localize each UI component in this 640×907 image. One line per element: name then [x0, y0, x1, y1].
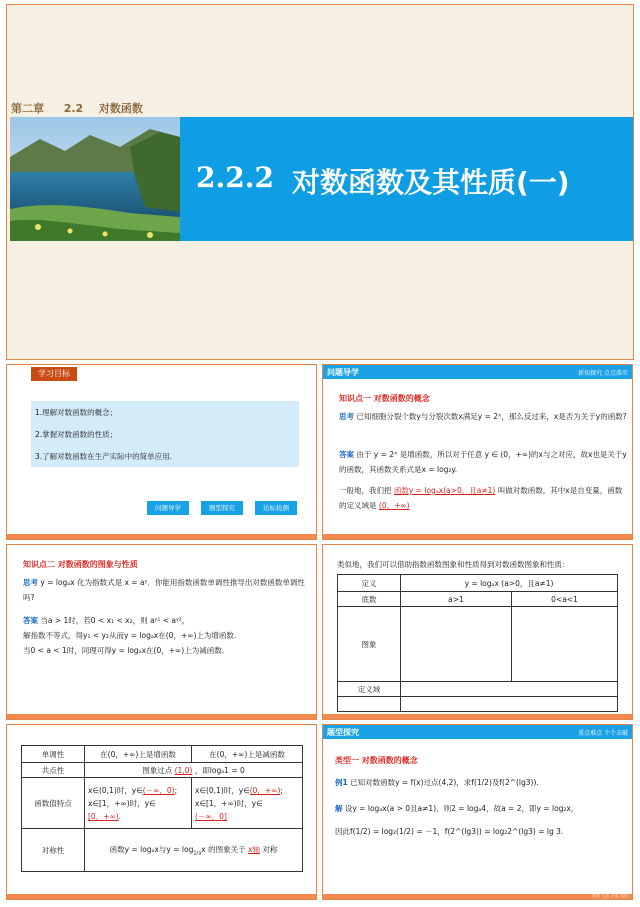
example-slide — [322, 724, 633, 900]
nav-button-guide[interactable]: 问题导学 — [147, 501, 189, 515]
sym-label: 对称性 — [22, 829, 85, 872]
inc-line-2: x∈[1，+∞)时，y∈ — [88, 798, 156, 808]
row-range-label — [338, 697, 401, 712]
example-label: 例1 — [335, 778, 348, 787]
row-base-label: 底数 — [338, 592, 401, 607]
type-heading: 类型一 对数函数的概念 — [335, 756, 418, 765]
objective-item: 2.掌握对数函数的性质； — [35, 430, 118, 439]
chapter-breadcrumb — [11, 100, 143, 116]
slide-footer-bar — [7, 534, 316, 539]
general-suffix: 叫做对数函数，其中x是自变量，函数的定义域是 — [339, 486, 623, 510]
sym-suffix: 对称 — [262, 844, 278, 854]
answer-text: 由于 y = 2ˣ 是增函数，所以对于任意 y ∈ (0，+∞)的x与之对应，故x也是关于y的函数，其函数关系式是x = log₂y. — [339, 450, 627, 474]
guide-slide — [322, 364, 633, 540]
slide-footer-bar — [323, 714, 632, 719]
landscape-image — [10, 117, 180, 241]
inc-blank-1: (－∞，0) — [142, 785, 175, 795]
props-think — [23, 575, 313, 605]
think-text: 已知细胞分裂个数y与分裂次数x满足y = 2ˣ，那么反过来，x是否为关于y的函数? — [356, 412, 627, 421]
solution-line-2: 因此f(1/2) = log₂(1/2) = －1，f(2^(lg3)) = log₂2^(lg3) = lg 3. — [335, 827, 564, 836]
answer-line-3: 当0 < a < 1时，同理可得y = logₐx在(0，+∞)上为减函数. — [23, 646, 225, 655]
table-intro: 类似地，我们可以借助指数函数图象和性质得到对数函数图象和性质： — [337, 560, 570, 569]
sym-value — [85, 829, 303, 872]
general-prefix: 一般地，我们把 — [339, 486, 392, 495]
dec-blank-3: (－∞，0] — [195, 811, 227, 821]
common-blank: (1,0) — [174, 765, 193, 775]
dec-line-1: x∈(0,1)时，y∈ — [195, 785, 250, 795]
dec-line-2: x∈[1，+∞)时，y∈ — [195, 798, 263, 808]
footer-nav-links[interactable] — [592, 893, 628, 899]
properties-table — [337, 574, 618, 712]
objective-item: 1.理解对数函数的概念； — [35, 408, 118, 417]
graph-cell-dec — [512, 607, 618, 682]
range-inc: x∈(0,1)时，y∈(－∞，0); x∈[1，+∞)时，y∈ [0，+∞). — [85, 778, 192, 829]
sym-mid: x 的图象关于 — [201, 844, 246, 854]
slide-footer-bar — [7, 714, 316, 719]
props-answer — [23, 613, 313, 658]
section-name: 对数函数 — [98, 102, 143, 115]
section-number: 2.2 — [63, 102, 84, 115]
lesson-title: 对数函数及其性质(一) — [292, 166, 570, 199]
chapter-label: 第二章 — [11, 102, 44, 115]
row-domain-label: 定义域 — [338, 682, 401, 697]
title-slide — [6, 4, 634, 360]
guide-bar-title: 问题导学 — [327, 368, 359, 377]
objectives-tab: 学习目标 — [31, 367, 77, 381]
header-photo — [10, 117, 180, 241]
example-question — [335, 775, 627, 790]
mono-dec: 在(0，+∞)上是减函数 — [192, 746, 303, 763]
guide-header-bar — [323, 365, 632, 379]
answer-line-2: 解指数不等式，得y₁ < y₂从而y = logₐx在(0，+∞)上为增函数. — [23, 631, 237, 640]
think-label: 思考 — [23, 578, 38, 587]
example-header-bar — [323, 725, 632, 739]
objectives-slide — [6, 364, 317, 540]
inc-blank-3: [0，+∞) — [88, 811, 119, 821]
dec-blank-1: (0，+∞) — [249, 785, 281, 795]
common-suffix: ，即logₐ1 = 0 — [194, 765, 245, 775]
guide-answer — [339, 447, 629, 477]
footer-last[interactable]: 末页 — [620, 893, 628, 898]
example-bar-nav[interactable]: 重点难点 个个击破 — [578, 730, 628, 737]
sym-prefix: 函数y = logₐx与y = log — [109, 844, 194, 854]
lesson-number: 2.2.2 — [196, 161, 274, 194]
common-label: 共点性 — [22, 763, 85, 778]
think-label: 思考 — [339, 412, 354, 421]
answer-line-1: 当a > 1时，若0 < x₁ < x₂，则 aʸ¹ < aʸ²， — [40, 616, 190, 625]
nav-button-explore[interactable]: 题型探究 — [201, 501, 243, 515]
footer-first[interactable]: 首页 — [592, 893, 601, 898]
mono-inc: 在(0，+∞)上是增函数 — [85, 746, 192, 763]
title-banner — [180, 117, 634, 241]
footer-prev[interactable]: 上页 — [601, 893, 610, 898]
range-dec: x∈(0,1)时，y∈(0，+∞); x∈[1，+∞)时，y∈ (－∞，0] — [192, 778, 303, 829]
row-def-label: 定义 — [338, 575, 401, 592]
common-prefix: 图象过点 — [142, 765, 173, 775]
base-lt-1: 0<a<1 — [512, 592, 618, 607]
graph-props-slide — [6, 544, 317, 720]
slide-footer-bar — [7, 894, 316, 899]
slide-footer-bar — [323, 534, 632, 539]
sym-subscript: 1/a — [193, 850, 202, 857]
common-value — [85, 763, 303, 778]
solution-label: 解 — [335, 804, 343, 813]
nav-button-test[interactable]: 达标检测 — [255, 501, 297, 515]
guide-bar-nav[interactable]: 新知探究 点点落实 — [578, 370, 628, 377]
example-bar-title: 题型探究 — [327, 728, 359, 737]
domain-cell — [401, 682, 618, 697]
objective-item: 3.了解对数函数在生产实际中的简单应用. — [35, 452, 173, 461]
footer-next[interactable]: 下页 — [610, 893, 619, 898]
props-heading: 知识点二 对数函数的图象与性质 — [23, 560, 138, 569]
row-def-value: y = logₐx (a>0，且a≠1) — [401, 575, 618, 592]
think-text: y = logₐx 化为指数式是 x = aʸ．你能用指数函数单调性推导出对数函数单调性吗? — [23, 578, 305, 602]
slide-footer-bar — [323, 894, 632, 899]
domain-blank: (0，+∞) — [378, 501, 410, 510]
general-blank: 函数y = logₐx(a>0，且a≠1) — [393, 486, 496, 495]
inc-line-1: x∈(0,1)时，y∈ — [88, 785, 143, 795]
example-text: 已知对数函数y = f(x)过点(4,2)，求f(1/2)及f(2^(lg3)). — [350, 778, 539, 787]
objectives-box — [31, 401, 299, 467]
answer-label: 答案 — [339, 450, 354, 459]
example-solution — [335, 801, 627, 839]
guide-heading: 知识点一 对数函数的概念 — [339, 394, 430, 403]
answer-label: 答案 — [23, 616, 38, 625]
properties-table-cont — [21, 745, 303, 872]
guide-general — [339, 483, 629, 513]
base-gt-1: a>1 — [401, 592, 512, 607]
solution-line-1: 设y = logₐx(a > 0且a≠1)，则2 = logₐ4，故a = 2，即y = log₂x， — [344, 804, 579, 813]
row-graph-label: 图象 — [338, 607, 401, 682]
table-slide — [322, 544, 633, 720]
mono-label: 单调性 — [22, 746, 85, 763]
guide-think — [339, 409, 629, 424]
range-label: 函数值特点 — [22, 778, 85, 829]
sym-blank: x轴 — [248, 844, 260, 854]
table-cont-slide — [6, 724, 317, 900]
range-cell — [401, 697, 618, 712]
graph-cell-inc — [401, 607, 512, 682]
